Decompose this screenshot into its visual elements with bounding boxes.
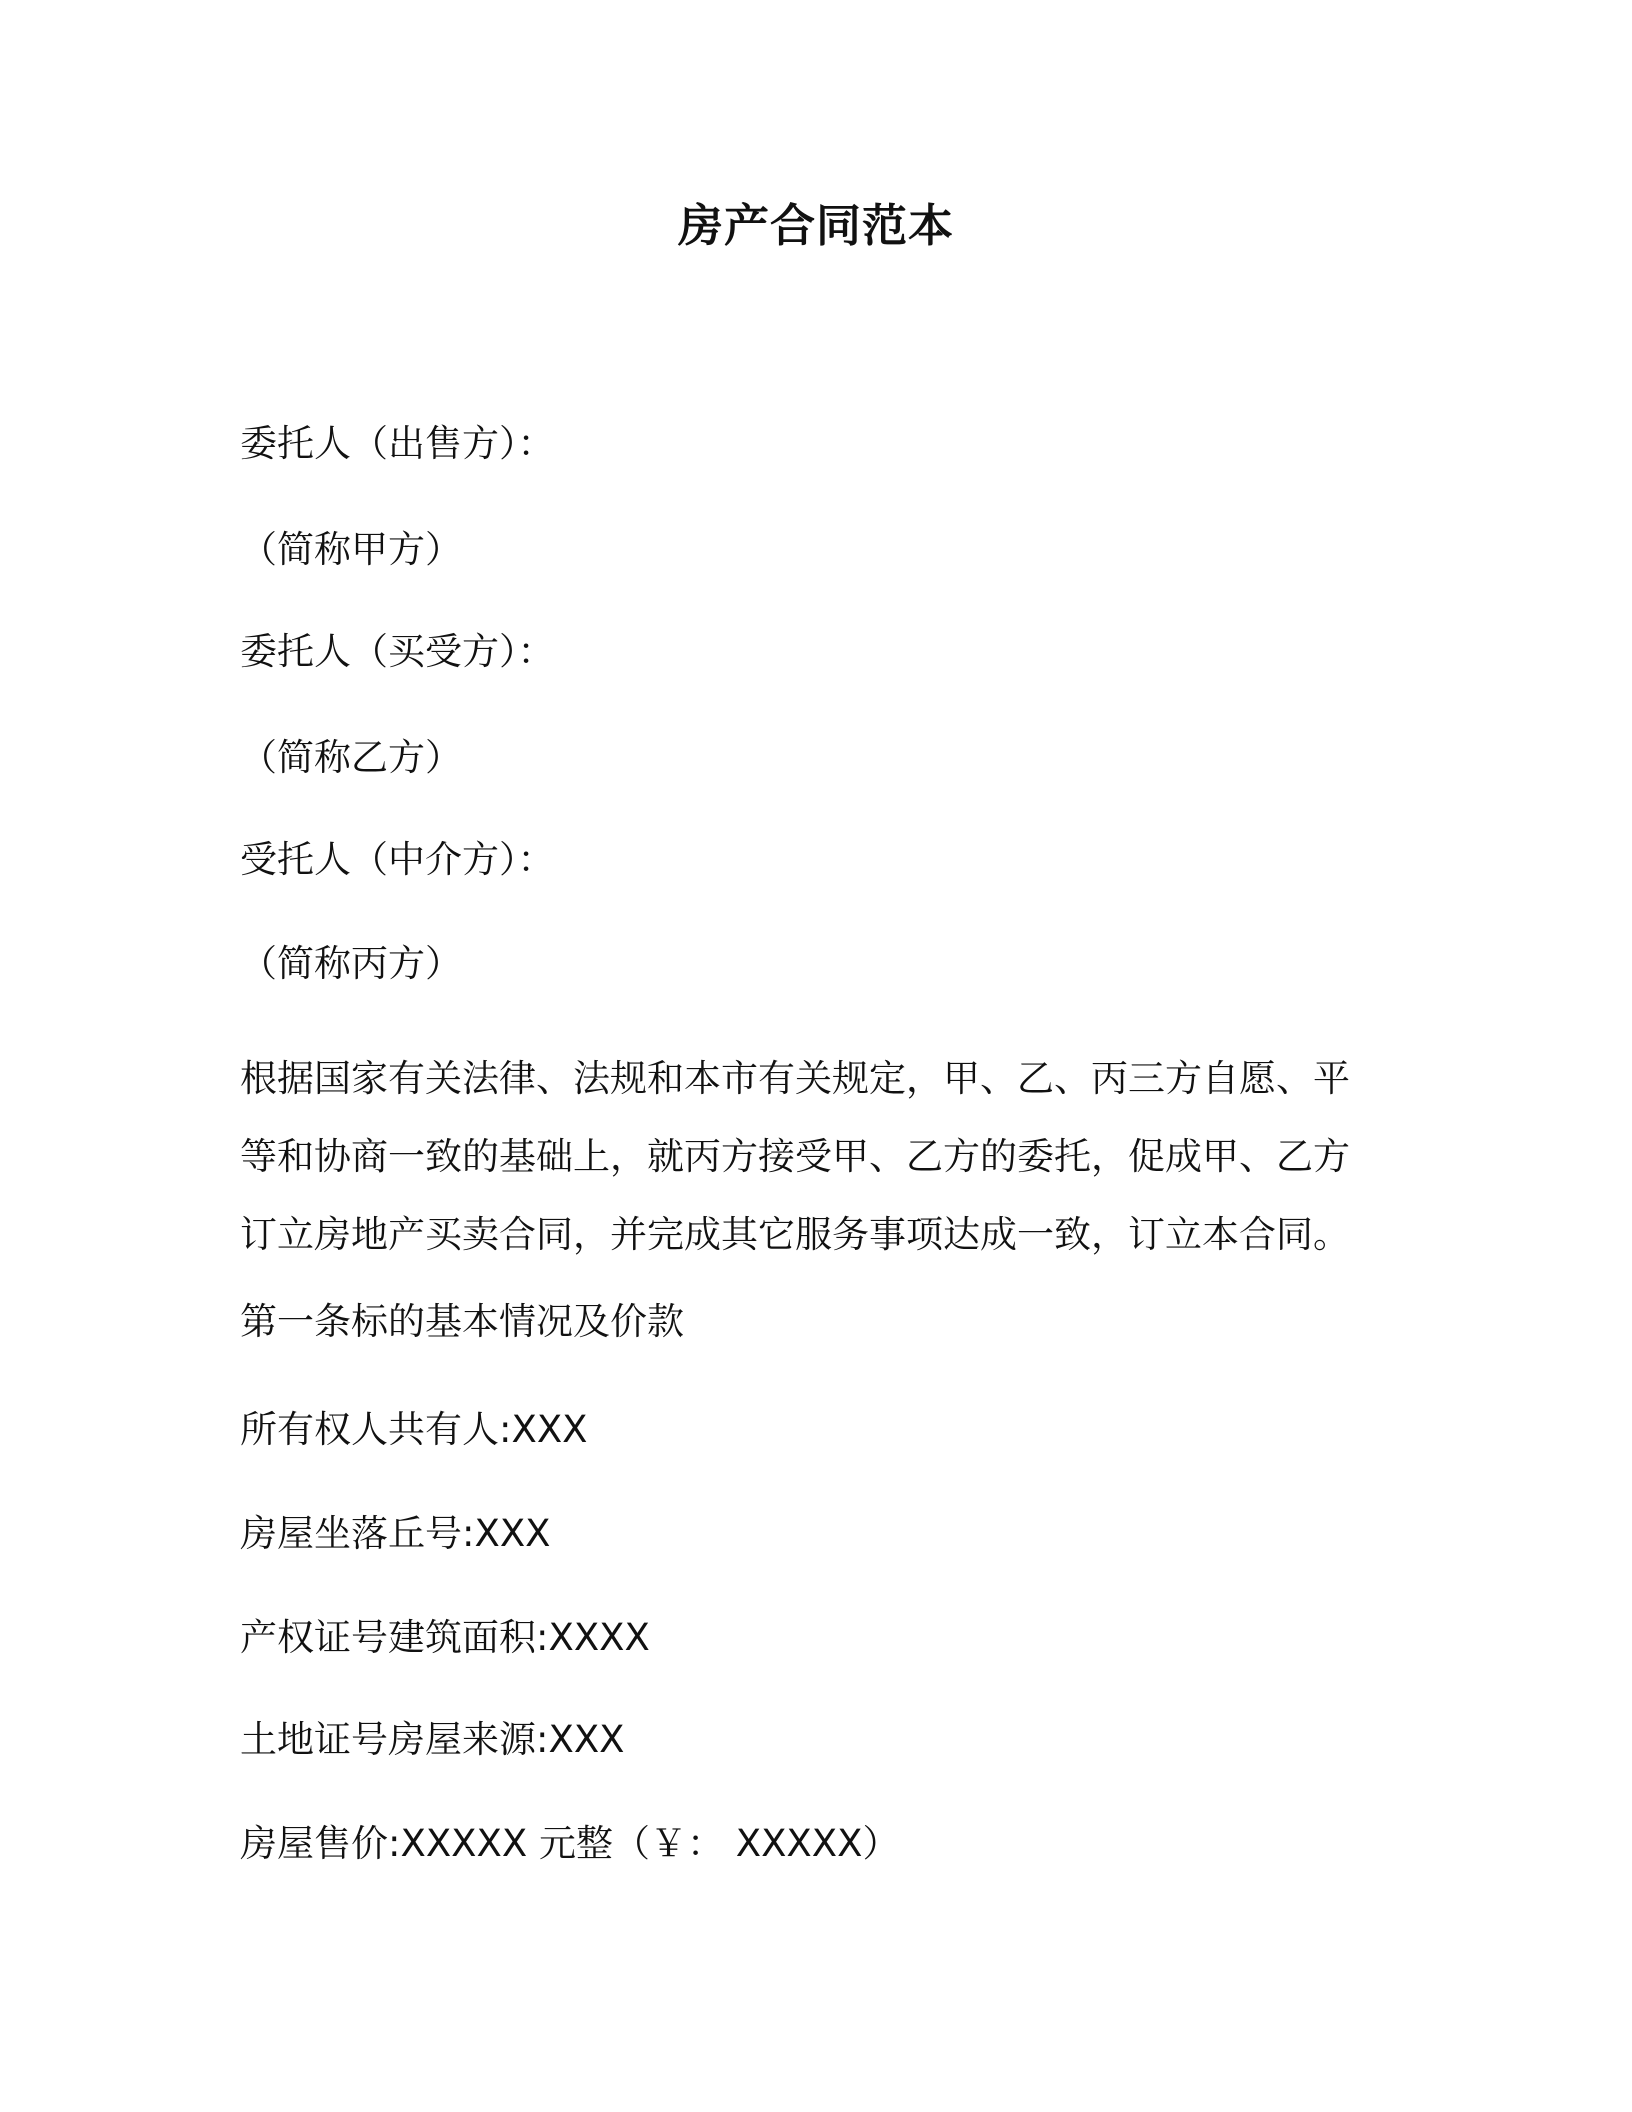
preamble-line: 订立房地产买卖合同，并完成其它服务事项达成一致，订立本合同。	[240, 1213, 1350, 1256]
agent-short-name: （简称丙方）	[240, 942, 462, 985]
land-source-line: 土地证号房屋来源:XXX	[240, 1718, 625, 1761]
article-heading: 第一条标的基本情况及价款	[240, 1300, 684, 1343]
location-line: 房屋坐落丘号:XXX	[240, 1512, 551, 1555]
preamble-line: 等和协商一致的基础上，就丙方接受甲、乙方的委托，促成甲、乙方	[240, 1135, 1350, 1178]
seller-label: 委托人（出售方）：	[240, 422, 555, 465]
certificate-area-line: 产权证号建筑面积:XXXX	[240, 1616, 650, 1659]
seller-short-name: （简称甲方）	[240, 528, 462, 571]
agent-label: 受托人（中介方）：	[240, 838, 555, 881]
preamble-line: 根据国家有关法律、法规和本市有关规定，甲、乙、丙三方自愿、平	[240, 1057, 1350, 1100]
preamble-paragraph	[240, 1040, 1370, 1274]
buyer-label: 委托人（买受方）：	[240, 630, 555, 673]
buyer-short-name: （简称乙方）	[240, 736, 462, 779]
owner-line: 所有权人共有人:XXX	[240, 1408, 588, 1451]
document-title: 房产合同范本	[677, 199, 954, 252]
price-line: 房屋售价:XXXXX 元整（￥： XXXXX）	[240, 1822, 900, 1865]
